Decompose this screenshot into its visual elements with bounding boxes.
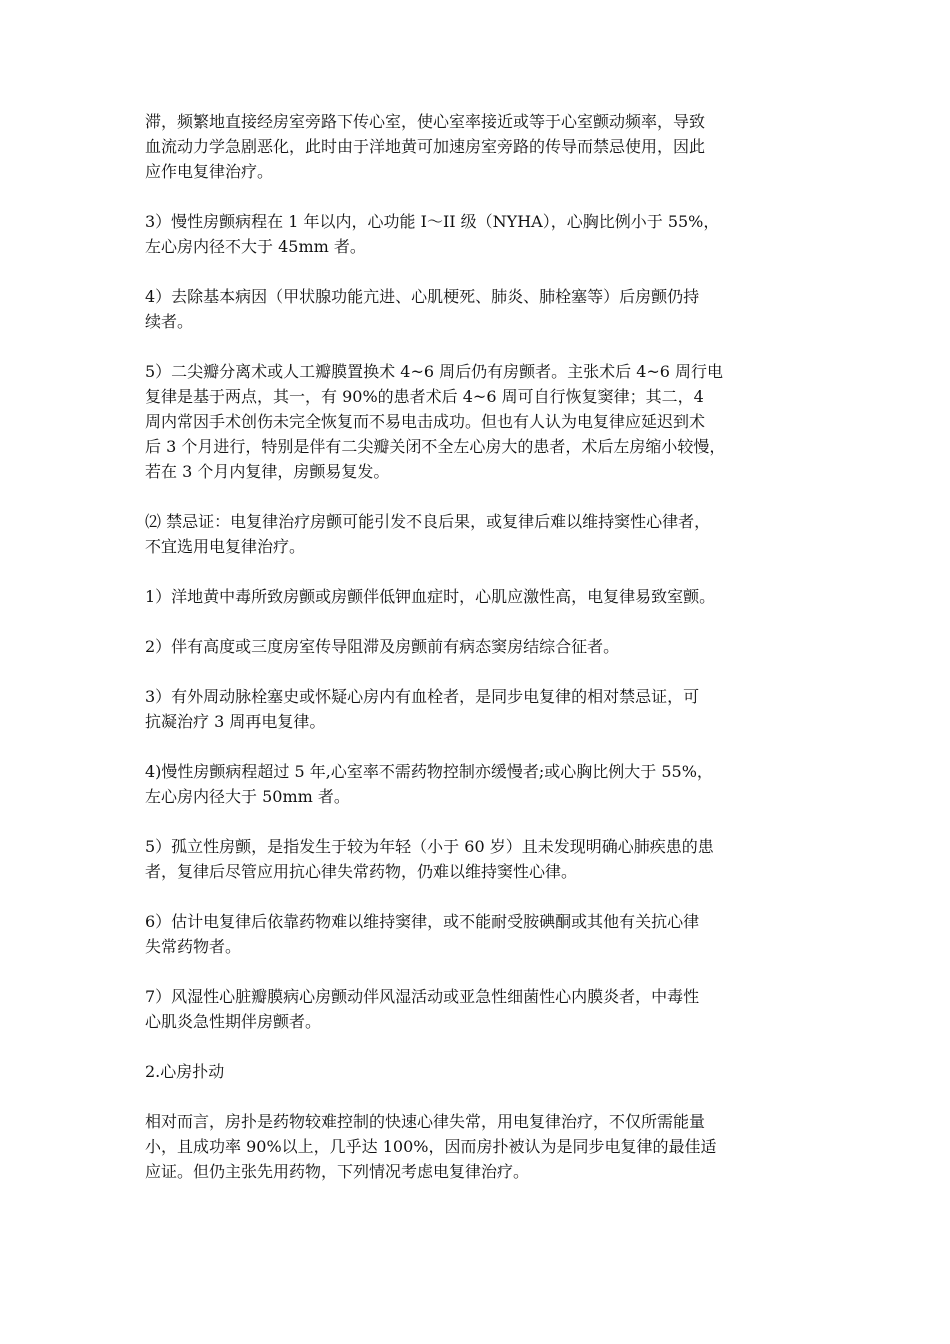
paragraph-continuation xyxy=(145,109,813,184)
text-line: 4)慢性房颤病程超过 5 年,心室率不需药物控制亦缓慢者;或心胸比例大于 55%， xyxy=(145,762,713,781)
paragraph-contraindication-7 xyxy=(145,984,813,1034)
text-line: 7）风湿性心脏瓣膜病心房颤动伴风湿活动或亚急性细菌性心内膜炎者，中毒性 xyxy=(145,987,700,1006)
text-line: ⑵ 禁忌证：电复律治疗房颤可能引发不良后果，或复律后难以维持窦性心律者， xyxy=(145,512,711,531)
text-line: 复律是基于两点，其一，有 90%的患者术后 4~6 周可自行恢复窦律；其二，4 xyxy=(145,387,704,406)
text-line: 左心房内径不大于 45mm 者。 xyxy=(145,237,366,256)
text-line: 3）有外周动脉栓塞史或怀疑心房内有血栓者，是同步电复律的相对禁忌证，可 xyxy=(145,687,700,706)
text-line: 4）去除基本病因（甲状腺功能亢进、心肌梗死、肺炎、肺栓塞等）后房颤仍持 xyxy=(145,287,700,306)
text-line: 周内常因手术创伤未完全恢复而不易电击成功。但也有人认为电复律应延迟到术 xyxy=(145,412,706,431)
text-line: 1）洋地黄中毒所致房颤或房颤伴低钾血症时，心肌应激性高，电复律易致室颤。 xyxy=(145,587,716,606)
text-line: 小，且成功率 90%以上，几乎达 100%，因而房扑被认为是同步电复律的最佳适 xyxy=(145,1137,717,1156)
text-line: 者，复律后尽管应用抗心律失常药物，仍难以维持窦性心律。 xyxy=(145,862,578,881)
text-line: 血流动力学急剧恶化，此时由于洋地黄可加速房室旁路的传导而禁忌使用，因此 xyxy=(145,137,706,156)
text-line: 左心房内径大于 50mm 者。 xyxy=(145,787,350,806)
paragraph-contraindication-2 xyxy=(145,634,813,659)
text-line: 应证。但仍主张先用药物，下列情况考虑电复律治疗。 xyxy=(145,1162,530,1181)
text-line: 3）慢性房颤病程在 1 年以内，心功能 I～II 级（NYHA），心胸比例小于 55%， xyxy=(145,212,720,231)
text-line: 后 3 个月进行，特别是伴有二尖瓣关闭不全左心房大的患者，术后左房缩小较慢， xyxy=(145,437,726,456)
paragraph-contraindications-heading xyxy=(145,509,813,559)
text-line: 相对而言，房扑是药物较难控制的快速心律失常，用电复律治疗，不仅所需能量 xyxy=(145,1112,706,1131)
text-line: 6）估计电复律后依靠药物难以维持窦律，或不能耐受胺碘酮或其他有关抗心律 xyxy=(145,912,700,931)
text-line: 抗凝治疗 3 周再电复律。 xyxy=(145,712,326,731)
paragraph-indication-5 xyxy=(145,359,813,484)
document-page xyxy=(145,109,813,1209)
text-line: 续者。 xyxy=(145,312,194,331)
section-heading-atrial-flutter xyxy=(145,1059,813,1084)
text-line: 应作电复律治疗。 xyxy=(145,162,274,181)
paragraph-contraindication-5 xyxy=(145,834,813,884)
paragraph-contraindication-6 xyxy=(145,909,813,959)
text-line: 不宜选用电复律治疗。 xyxy=(145,537,306,556)
paragraph-contraindication-4 xyxy=(145,759,813,809)
text-line: 5）孤立性房颤，是指发生于较为年轻（小于 60 岁）且未发现明确心肺疾患的患 xyxy=(145,837,714,856)
paragraph-contraindication-1 xyxy=(145,584,813,609)
paragraph-indication-3 xyxy=(145,209,813,259)
text-line: 2）伴有高度或三度房室传导阻滞及房颤前有病态窦房结综合征者。 xyxy=(145,637,620,656)
text-line: 5）二尖瓣分离术或人工瓣膜置换术 4~6 周后仍有房颤者。主张术后 4~6 周行电 xyxy=(145,362,724,381)
paragraph-indication-4 xyxy=(145,284,813,334)
paragraph-atrial-flutter xyxy=(145,1109,813,1184)
text-line: 2.心房扑动 xyxy=(145,1062,225,1081)
text-line: 滞，频繁地直接经房室旁路下传心室，使心室率接近或等于心室颤动频率，导致 xyxy=(145,112,706,131)
paragraph-contraindication-3 xyxy=(145,684,813,734)
text-line: 心肌炎急性期伴房颤者。 xyxy=(145,1012,322,1031)
text-line: 若在 3 个月内复律，房颤易复发。 xyxy=(145,462,390,481)
text-line: 失常药物者。 xyxy=(145,937,242,956)
